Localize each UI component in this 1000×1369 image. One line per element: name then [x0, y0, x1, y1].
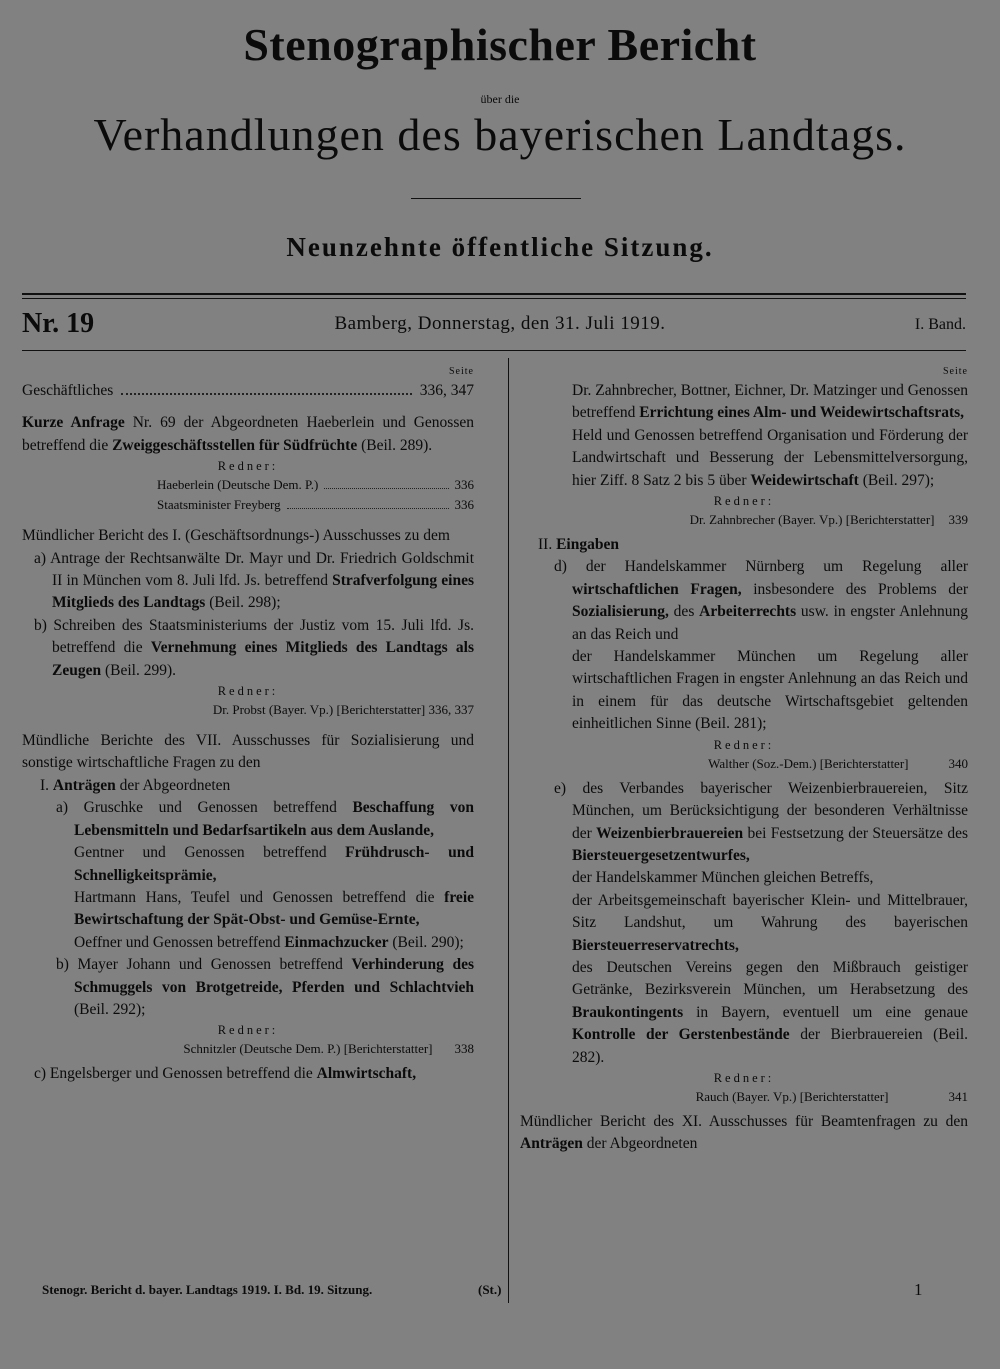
item-text: e) des Verbandes bayerischer Weizenbierbrauereien, Sitz München, um Berücksichtigung der besonderen Verhältnisse der — [554, 779, 968, 842]
anfrage-subject: Zweiggeschäftsstellen für Südfrüchte — [112, 436, 358, 454]
right-column — [520, 366, 968, 1156]
eingaben-heading — [520, 534, 968, 556]
item-subject: Biersteuergesetzentwurfes, — [572, 846, 750, 864]
speaker-name: Staatsminister Freyberg — [157, 497, 281, 513]
left-column — [22, 366, 474, 1086]
antrag-a2 — [22, 842, 474, 887]
dateline-rule — [22, 350, 966, 351]
speaker-pages: 336 — [454, 477, 474, 493]
redner-label: Redner: — [713, 737, 775, 752]
item-subject: Biersteuerreservatrechts, — [572, 936, 739, 954]
anfrage-beilage: (Beil. 289). — [357, 436, 433, 454]
antrag-a1 — [22, 797, 474, 842]
title-connector: über die — [480, 92, 520, 106]
eingabe-e-2: der Handelskammer München gleichen Betreffs, — [572, 869, 874, 887]
toc-entry-geschaeftliches — [22, 380, 474, 402]
speaker-pages: 340 — [948, 755, 968, 771]
page-number: 1 — [914, 1280, 923, 1299]
item-text: c) Engelsberger und Genossen betreffend die — [34, 1065, 317, 1083]
issue-number: Nr. 19 — [22, 308, 95, 339]
item-text: a) Antrage der Rechtsanwälte Dr. Mayr und Dr. Friedrich Goldschmit II in München vom 8. Juli lfd. Js. betreffend — [34, 549, 474, 590]
item-subject: Anträgen — [520, 1135, 583, 1153]
item-subject: Arbeiterrechts — [699, 603, 797, 621]
item-text: Hartmann Hans, Teufel und Genossen betreffend die — [74, 888, 445, 906]
session-title: Neunzehnte öffentliche Sitzung. — [286, 232, 714, 262]
item-text: der Abgeordneten — [582, 1135, 698, 1153]
leader-dots — [121, 393, 412, 395]
speaker-name: Rauch (Bayer. Vp.) [Berichterstatter] — [695, 1088, 889, 1104]
item-text: Dr. Zahnbrecher, Bottner, Eichner, Dr. Matzinger und Genossen betreffend — [572, 382, 968, 422]
item-beilage: (Beil. 290); — [388, 933, 464, 951]
report-subtitle: Verhandlungen des bayerischen Landtags. — [93, 109, 907, 160]
antrag-c — [22, 1063, 474, 1085]
ausschuss-I-item-b — [22, 615, 474, 682]
antraege-heading — [22, 775, 474, 797]
item-beilage: (Beil. 297); — [858, 471, 935, 489]
seite-label: Seite — [943, 366, 968, 377]
ausschuss-XI-intro — [520, 1111, 968, 1156]
volume-label: I. Band. — [914, 316, 966, 333]
item-subject: Kontrolle der Gerstenbestände — [572, 1026, 790, 1044]
eingabe-d — [520, 556, 968, 646]
redner-label: Redner: — [217, 684, 279, 699]
ausschuss-VII-intro: Mündliche Berichte des VII. Ausschusses für Sozialisierung und sonstige wirtschaftliche Fragen zu den — [22, 732, 474, 772]
dateline: Bamberg, Donnerstag, den 31. Juli 1919. — [334, 313, 666, 334]
antrag-continuation — [520, 380, 968, 425]
redner-label: Redner: — [217, 1023, 279, 1038]
item-text: des Deutschen Vereins gegen den Mißbrauch geistiger Getränke, Bezirksverein München, um Herabsetzung des — [572, 958, 968, 999]
speaker-line — [157, 495, 474, 515]
ausschuss-I-intro: Mündlicher Bericht des I. (Geschäftsordnungs-) Ausschusses zu dem — [22, 527, 450, 545]
item-text: usw. in engster Anlehnung an das Reich und — [572, 603, 969, 643]
item-text: des — [668, 603, 700, 621]
item-subject: Weizenbierbrauereien — [596, 824, 744, 842]
speaker-line — [157, 475, 474, 495]
footer-mark: (St.) — [478, 1282, 502, 1297]
anfrage-text: Nr. 69 der Abgeordneten Haeberlein und Genossen betreffend die — [22, 414, 474, 454]
eingabe-e-4 — [520, 957, 968, 1069]
item-text: d) der Handelskammer Nürnberg um Regelung aller — [554, 558, 968, 576]
eingabe-d-2: der Handelskammer München um Regelung aller wirtschaftlichen Fragen in engster Anlehnung an das Reich und in einem für das deutsche Wirtschaftsgebiet geltenden einheitlichen Sinne (Beil. 281); — [572, 648, 968, 733]
redner-label: Redner: — [713, 1070, 775, 1085]
speaker-name: Schnitzler (Deutsche Dem. P.) [Berichterstatter] — [183, 1041, 433, 1057]
header-rule-thin — [22, 298, 966, 299]
item-text: Mündlicher Bericht des XI. Ausschusses für Beamtenfragen zu den — [520, 1112, 968, 1130]
item-subject: Weidewirtschaft — [750, 471, 859, 489]
eingabe-e — [520, 778, 968, 868]
speaker-line — [520, 1087, 968, 1107]
item-subject: Verhinderung des Schmuggels von Brotgetreide, Pferden und Schlachtvieh — [74, 956, 474, 996]
item-text: b) Mayer Johann und Genossen betreffend — [56, 956, 352, 974]
item-text: insbesondere des Problems der — [741, 580, 969, 598]
column-divider — [508, 358, 509, 1303]
speaker-pages: 336 — [454, 497, 474, 513]
speaker-name: Dr. Zahnbrecher (Bayer. Vp.) [Berichterstatter] — [689, 512, 935, 528]
antrag-b — [22, 954, 474, 1021]
antrag-a4 — [22, 932, 474, 954]
item-subject: Strafverfolgung eines Mitglieds des Landtags — [52, 572, 474, 612]
item-subject: Einmachzucker — [284, 933, 389, 951]
antrag-held — [520, 425, 968, 492]
toc-pages: 336, 347 — [419, 382, 474, 399]
section-numeral: I. — [40, 776, 53, 794]
speaker-line — [22, 1039, 474, 1059]
section-title: Anträgen — [52, 776, 116, 794]
speaker-line — [520, 510, 968, 530]
item-subject: wirtschaftlichen Fragen, — [572, 580, 742, 598]
seite-label: Seite — [449, 366, 474, 377]
redner-label: Redner: — [217, 459, 279, 474]
item-beilage: (Beil. 292); — [74, 1000, 146, 1018]
item-text: in Bayern, eventuell um eine genaue — [683, 1003, 968, 1021]
ausschuss-I-item-a — [22, 548, 474, 615]
item-beilage: (Beil. 298); — [205, 594, 281, 612]
item-text: b) Schreiben des Staatsministeriums der Justiz vom 15. Juli lfd. Js. betreffend die — [34, 616, 474, 657]
item-text: Gentner und Genossen betreffend — [74, 844, 346, 862]
item-beilage: der Bierbrauereien (Beil. 282). — [572, 1026, 968, 1066]
section-tail: der Abgeordneten — [115, 776, 231, 794]
toc-label: Geschäftliches — [22, 382, 114, 399]
item-subject: Braukontingents — [572, 1003, 684, 1021]
speaker-line — [520, 754, 968, 774]
header-rule — [22, 293, 966, 295]
antrag-a3 — [22, 887, 474, 932]
item-text: Held und Genossen betreffend Organisation und Förderung der Landwirtschaft und Besserung der Lebensmittelversorgung, hier Ziff. 8 Satz 2 bis 5 über — [572, 426, 968, 489]
item-subject: Almwirtschaft, — [316, 1065, 417, 1083]
report-title: Stenographischer Bericht — [243, 19, 757, 70]
speaker-pages: 338 — [454, 1041, 474, 1057]
item-beilage: (Beil. 299). — [101, 661, 176, 679]
speaker-pages: 341 — [948, 1088, 968, 1104]
anfrage-lead: Kurze Anfrage — [22, 414, 125, 432]
section-numeral: II. — [538, 536, 557, 554]
item-text: Oeffner und Genossen betreffend — [74, 933, 285, 951]
item-text: a) Gruschke und Genossen betreffend — [56, 799, 353, 817]
redner-label: Redner: — [713, 494, 775, 509]
item-text: bei Festsetzung der Steuersätze des — [743, 824, 969, 842]
item-subject: Frühdrusch- und Schnelligkeitsprämie, — [74, 844, 474, 884]
title-divider — [411, 198, 581, 199]
item-subject: Errichtung eines Alm- und Weidewirtschaftsrats, — [639, 404, 965, 422]
item-text: der Arbeitsgemeinschaft bayerischer Klein- und Mittelbrauer, Sitz Landshut, um Wahrung des bayerischen — [572, 891, 968, 932]
speaker-line: Dr. Probst (Bayer. Vp.) [Berichterstatter] 336, 337 — [212, 702, 474, 718]
leader-dots — [324, 488, 448, 489]
item-subject: Sozialisierung, — [572, 603, 669, 621]
footer-signature: Stenogr. Bericht d. bayer. Landtags 1919. I. Bd. 19. Sitzung. — [42, 1282, 373, 1297]
item-subject: Beschaffung von Lebensmitteln und Bedarfsartikeln aus dem Auslande, — [74, 799, 475, 839]
eingabe-e-3 — [520, 890, 968, 957]
speaker-name: Walther (Soz.-Dem.) [Berichterstatter] — [708, 755, 909, 771]
anfrage-entry — [22, 412, 474, 457]
section-title: Eingaben — [556, 536, 619, 554]
leader-dots — [287, 508, 449, 509]
item-subject: freie Bewirtschaftung der Spät-Obst- und Gemüse-Ernte, — [74, 888, 474, 929]
item-subject: Vernehmung eines Mitglieds des Landtags als Zeugen — [52, 639, 474, 679]
speaker-name: Haeberlein (Deutsche Dem. P.) — [157, 477, 319, 493]
speaker-pages: 339 — [948, 512, 968, 528]
